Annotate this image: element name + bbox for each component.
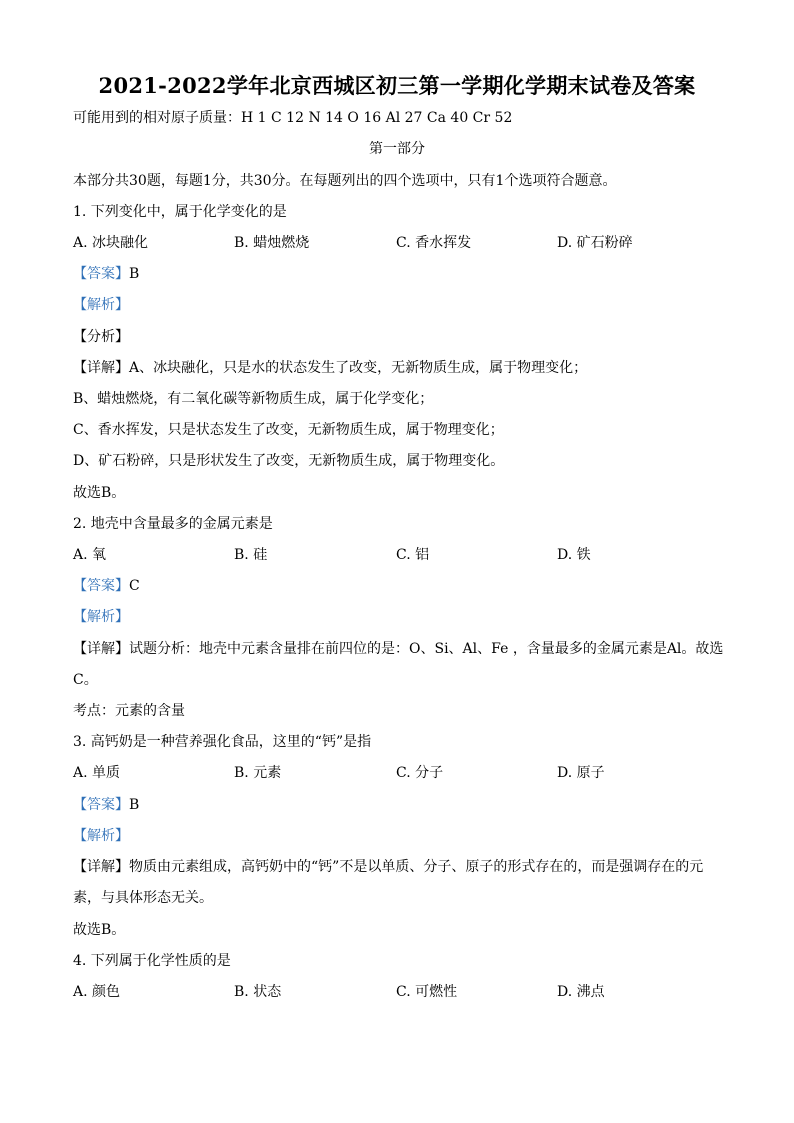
q3-option-d: D. 原子 [557,765,605,781]
part-intro: 本部分共30题，每题1分，共30分。在每题列出的四个选项中，只有1个选项符合题意。 [73,173,617,189]
q3-conclusion: 故选B。 [73,922,126,938]
q3-detail-2: 素，与具体形态无关。 [73,890,213,906]
q2-detail-2: C。 [73,672,98,688]
q3-option-a: A. 单质 [73,765,121,781]
q4-option-c: C. 可燃性 [396,984,458,1000]
q2-analysis-label: 【解析】 [73,609,129,625]
q1-detail-b: B、蜡烛燃烧，有二氧化碳等新物质生成，属于化学变化； [73,391,434,407]
q1-option-b: B. 蜡烛燃烧 [234,235,310,251]
q1-answer [73,264,139,284]
detail-label: 【详解】 [73,859,129,875]
q3-analysis-label: 【解析】 [73,828,129,844]
detail-text: 物质由元素组成，高钙奶中的“钙”不是以单质、分子、原子的形式存在的，而是强调存在的元 [129,859,704,875]
q3-answer [73,795,139,815]
q2-option-d: D. 铁 [557,547,591,563]
q4-option-a: A. 颜色 [73,984,121,1000]
answer-label: 【答案】 [73,578,129,594]
q3-option-c: C. 分子 [396,765,444,781]
q3-stem: 3. 高钙奶是一种营养强化食品，这里的“钙”是指 [73,734,372,750]
q3-option-b: B. 元素 [234,765,282,781]
q4-option-b: B. 状态 [234,984,282,1000]
q1-option-a: A. 冰块融化 [73,235,149,251]
q1-detail-c: C、香水挥发，只是状态发生了改变，无新物质生成，属于物理变化； [73,422,504,438]
detail-label: 【详解】 [73,360,129,376]
q1-conclusion: 故选B。 [73,485,126,501]
q2-detail-1 [73,639,723,659]
q3-detail-1 [73,857,703,877]
answer-value: B [129,266,140,282]
q1-stem: 1. 下列变化中，属于化学变化的是 [73,204,287,220]
atomic-mass-note: 可能用到的相对原子质量：H 1 C 12 N 14 O 16 Al 27 Ca 40 Cr 52 [73,110,513,126]
q1-detail-d: D、矿石粉碎，只是形状发生了改变，无新物质生成，属于物理变化。 [73,453,505,469]
q2-stem: 2. 地壳中含量最多的金属元素是 [73,516,273,532]
q4-stem: 4. 下列属于化学性质的是 [73,953,231,969]
q1-option-c: C. 香水挥发 [396,235,472,251]
answer-label: 【答案】 [73,266,129,282]
page-title: 2021-2022学年北京西城区初三第一学期化学期末试卷及答案 [98,73,696,98]
detail-text: 试题分析：地壳中元素含量排在前四位的是：O、Si、Al、Fe ，含量最多的金属元素是Al。故选 [129,641,724,657]
q1-fenxi-label: 【分析】 [73,329,129,345]
q1-detail-a [73,358,587,378]
answer-value: B [129,797,140,813]
q2-answer [73,576,140,596]
answer-value: C [129,578,140,594]
q2-option-c: C. 铝 [396,547,430,563]
answer-label: 【答案】 [73,797,129,813]
q2-option-a: A. 氧 [73,547,107,563]
q2-kaodian: 考点：元素的含量 [73,703,185,719]
q4-option-d: D. 沸点 [557,984,605,1000]
detail-text: A、冰块融化，只是水的状态发生了改变，无新物质生成，属于物理变化； [129,360,588,376]
q2-option-b: B. 硅 [234,547,268,563]
part-title: 第一部分 [369,141,425,157]
q1-analysis-label: 【解析】 [73,297,129,313]
detail-label: 【详解】 [73,641,129,657]
q1-option-d: D. 矿石粉碎 [557,235,633,251]
